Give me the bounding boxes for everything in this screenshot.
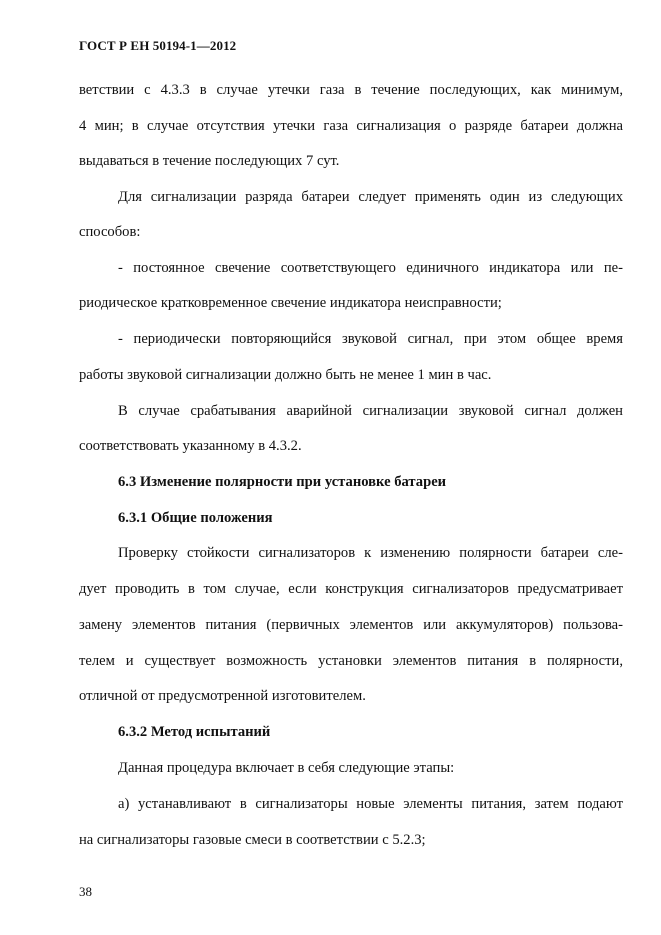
- text-line: риодическое кратковременное свечение индикатора неисправности;: [79, 295, 502, 311]
- text-line: на сигнализаторы газовые смеси в соответствии с 5.2.3;: [79, 832, 426, 848]
- text-line: телем и существует возможность установки элементов питания в полярности,: [79, 653, 623, 669]
- text-line: выдаваться в течение последующих 7 сут.: [79, 153, 340, 169]
- text-line: замену элементов питания (первичных элементов или аккумуляторов) пользова-: [79, 617, 623, 633]
- text-line: - периодически повторяющийся звуковой сигнал, при этом общее время: [118, 331, 623, 347]
- text-line: В случае срабатывания аварийной сигнализации звуковой сигнал должен: [118, 403, 623, 419]
- text-line: работы звуковой сигнализации должно быть не менее 1 мин в час.: [79, 367, 492, 383]
- page-number: 38: [79, 884, 92, 899]
- text-line: ветствии с 4.3.3 в случае утечки газа в течение последующих, как минимум,: [79, 82, 623, 98]
- text-line: способов:: [79, 224, 141, 240]
- text-line: соответствовать указанному в 4.3.2.: [79, 438, 302, 454]
- text-line: Для сигнализации разряда батареи следует применять один из следующих: [118, 189, 623, 205]
- section-heading: 6.3 Изменение полярности при установке батареи: [118, 474, 447, 490]
- text-line: 4 мин; в случае отсутствия утечки газа сигнализация о разряде батареи должна: [79, 118, 623, 134]
- text-line: Проверку стойкости сигнализаторов к изменению полярности батареи сле-: [118, 545, 623, 561]
- subsection-heading: 6.3.1 Общие положения: [118, 510, 273, 526]
- text-line: Данная процедура включает в себя следующие этапы:: [118, 760, 455, 776]
- document-header: ГОСТ Р ЕН 50194-1—2012: [79, 38, 237, 53]
- text-line: а) устанавливают в сигнализаторы новые элементы питания, затем подают: [118, 796, 623, 812]
- subsection-heading: 6.3.2 Метод испытаний: [118, 724, 271, 740]
- text-line: отличной от предусмотренной изготовителем.: [79, 688, 366, 704]
- text-line: - постоянное свечение соответствующего единичного индикатора или пе-: [118, 260, 623, 276]
- text-line: дует проводить в том случае, если конструкция сигнализаторов предусматривает: [79, 581, 623, 597]
